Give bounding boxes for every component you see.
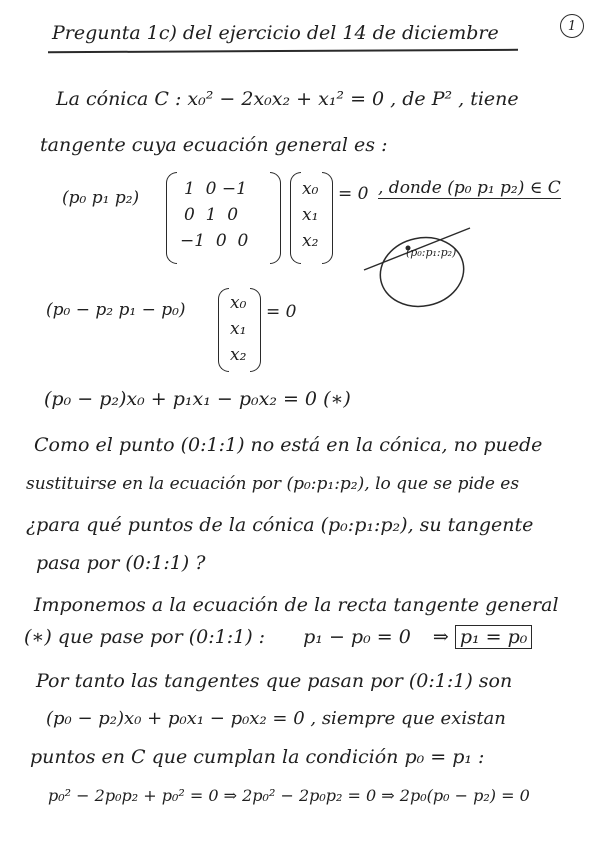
vector-2-row-3: x₂	[230, 345, 247, 365]
text-line-5: sustituirse en la ecuación por (p₀:p₁:p₂), lo que se pide es	[26, 474, 520, 494]
title-underline	[48, 49, 518, 53]
vector-2	[218, 288, 262, 372]
text-line-9-condition: p₁ − p₀ = 0	[303, 626, 411, 648]
text-line-2: tangente cuya ecuación general es :	[40, 134, 388, 156]
text-line-10: Por tanto las tangentes que pasan por (0:1:1) son	[36, 670, 513, 692]
row-vector-1: (p₀ p₁ p₂)	[62, 188, 140, 208]
page-number: 1	[560, 14, 584, 38]
title: Pregunta 1c) del ejercicio del 14 de diciembre	[52, 22, 499, 44]
vector-1-row-1: x₀	[302, 179, 319, 199]
donde-clause	[378, 178, 561, 198]
vector-2-row-1: x₀	[230, 293, 247, 313]
text-line-6: ¿para qué puntos de la cónica (p₀:p₁:p₂), su tangente	[26, 514, 534, 536]
row-vector-2: (p₀ − p₂ p₁ − p₀)	[46, 300, 186, 320]
boxed-result: p₁ = p₀	[455, 625, 533, 649]
text-line-4: Como el punto (0:1:1) no está en la cónica, no puede	[34, 434, 543, 456]
implies-symbol: ⇒	[432, 626, 449, 648]
matrix-1-row-1: 1 0 −1	[184, 179, 247, 199]
matrix-1-row-3: −1 0 0	[180, 231, 249, 251]
vector-2-row-2: x₁	[230, 319, 247, 339]
donde-text: , donde (p₀ p₁ p₂) ∈ C	[378, 178, 561, 198]
text-line-9-lead: (∗) que pase por (0:1:1) :	[24, 626, 266, 648]
sketch-point-label: (p₀:p₁:p₂)	[406, 246, 457, 259]
matrix-1-left-bracket	[166, 172, 177, 264]
matrix-1-row-2: 0 1 0	[184, 205, 239, 225]
text-line-1: La cónica C : x₀² − 2x₀x₂ + x₁² = 0 , de P² , tiene	[56, 88, 519, 110]
vector-1-left-bracket	[290, 172, 301, 264]
text-line-9	[24, 626, 532, 648]
text-line-11: (p₀ − p₂)x₀ + p₀x₁ − p₀x₂ = 0 , siempre que existan	[46, 708, 506, 729]
matrix-1	[166, 172, 286, 264]
matrix-1-right-bracket	[270, 172, 281, 264]
vector-1-right-bracket	[322, 172, 333, 264]
vector-1	[290, 172, 334, 264]
equation-star: (p₀ − p₂)x₀ + p₁x₁ − p₀x₂ = 0 (∗)	[44, 388, 351, 410]
text-line-12: puntos en C que cumplan la condición p₀ = p₁ :	[30, 746, 485, 768]
vector-2-left-bracket	[218, 288, 229, 372]
text-line-7: pasa por (0:1:1) ?	[36, 552, 206, 574]
text-line-8: Imponemos a la ecuación de la recta tangente general	[34, 594, 559, 616]
text-line-13: p₀² − 2p₀p₂ + p₀² = 0 ⇒ 2p₀² − 2p₀p₂ = 0 ⇒ 2p₀(p₀ − p₂) = 0	[48, 786, 530, 805]
equation-1-rhs: = 0	[338, 184, 369, 204]
conic-ellipse	[374, 230, 470, 314]
conic-tangent-sketch	[360, 210, 540, 320]
vector-1-row-3: x₂	[302, 231, 319, 251]
equation-2-rhs: = 0	[266, 302, 297, 322]
vector-2-right-bracket	[250, 288, 261, 372]
vector-1-row-2: x₁	[302, 205, 319, 225]
